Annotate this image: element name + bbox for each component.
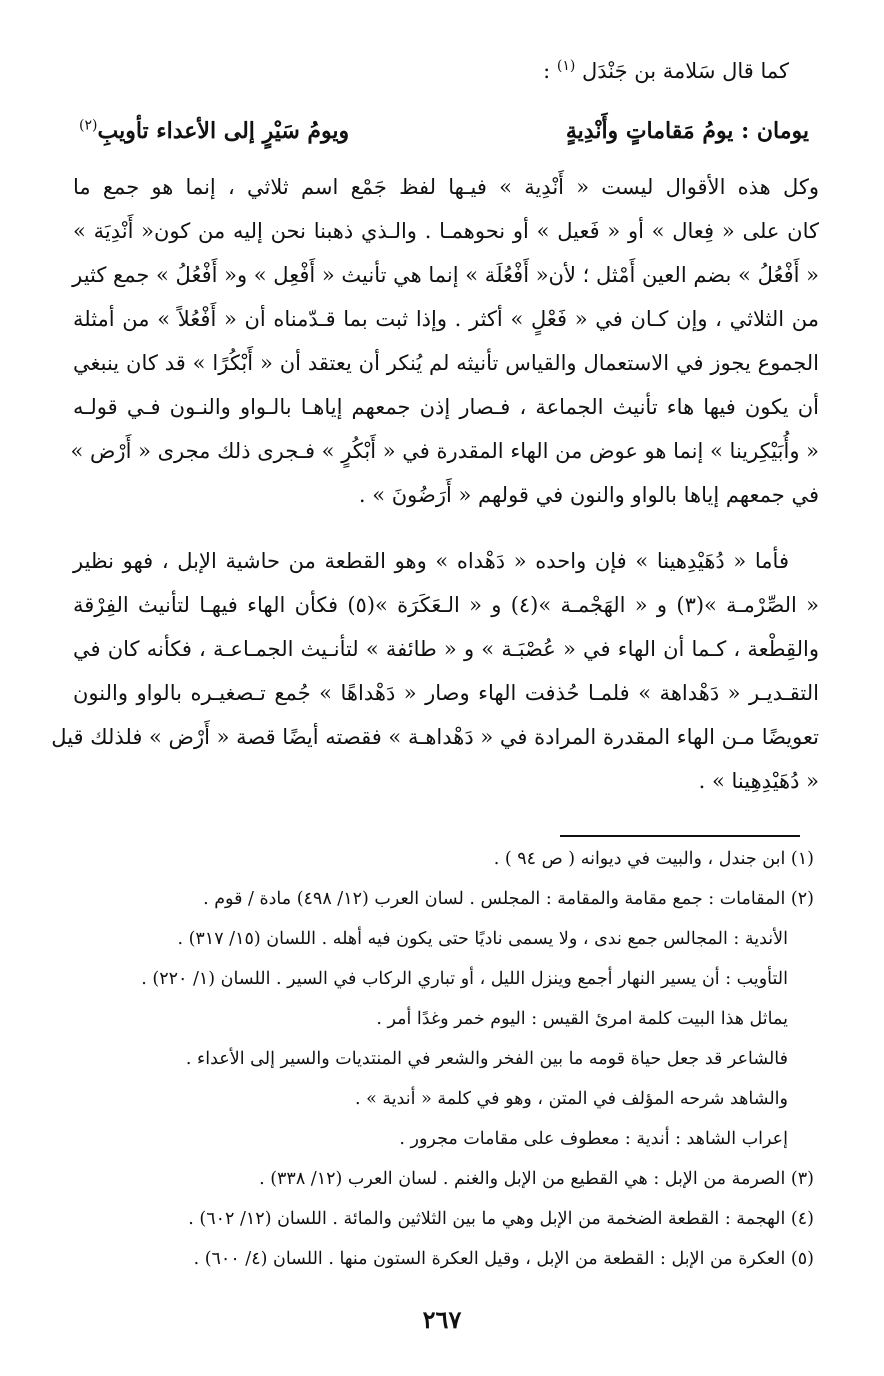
body-line: « الصِّرْمـة »(٣) و « الهَجْمـة »(٤) و « الـعَكَرَة »(٥) فكأن الهاء فيهـا لتأنيث الفِرْقة [73,593,819,617]
footnote-3: (٣) الصرمة من الإبل : هي القطيع من الإبل والغنم . لسان العرب (١٢/ ٣٣٨) . [259,1169,814,1189]
intro-text: كما قال سَلامة بن جَنْدَل [582,59,789,83]
footnote-2-line: فالشاعر قد جعل حياة قومه ما بين الفخر والشعر في المنتديات والسير إلى الأعداء . [185,1049,788,1069]
footnote-5: (٥) العكرة من الإبل : القطعة من الإبل ، وقيل العكرة الستون منها . اللسان (٤/ ٦٠٠) . [193,1249,814,1269]
body-line: التقـديـر « دَهْداهة » فلمـا حُذفت الهاء وصار « دَهْداهًا » جُمع تـصغيـره بالواو والنون [73,681,819,705]
page-number: ٢٦٧ [422,1305,462,1334]
footnote-ref-2: (٢) [79,117,98,134]
footnote-2-line: التأويب : أن يسير النهار أجمع وينزل الليل ، أو تباري الركاب في السير . اللسان (١/ ٢٢٠) . [141,969,788,989]
footnote-2-line: والشاهد شرحه المؤلف في المتن ، وهو في كلمة « أندية » . [354,1089,788,1109]
body-line: أن يكون فيها هاء تأنيث الجماعة ، فـصار إذن جمعهم إياهـا بالـواو والنـون فـي قولـه [73,395,819,419]
footnote-4: (٤) الهجمة : القطعة الضخمة من الإبل وهي ما بين الثلاثين والمائة . اللسان (١٢/ ٦٠٢) . [188,1209,814,1229]
body-line: « أَفْعُلُ » بضم العين أَمْثل ؛ لأن« أَفْعُلَة » إنما هي تأنيث « أَفْعِل » و« أَفْعُلُ » جمع كثير [72,263,819,287]
footnote-2: (٢) المقامات : جمع مقامة والمقامة : المجلس . لسان العرب (١٢/ ٤٩٨) مادة / قوم . [203,889,814,909]
footnote-1: (١) ابن جندل ، والبيت في ديوانه ( ص ٩٤ ) . [493,849,814,869]
intro-colon: : [543,59,551,83]
verse-second-text: ويومُ سَيْرٍ إلى الأعداء تأويبِ [97,118,350,144]
footnote-ref-1: (١) [556,58,576,74]
body-line: « وأُبَيْكِرينا » إنما هو عوض من الهاء المقدرة في « أَبْكُرٍ » فـجرى ذلك مجرى « أَرْض » [70,439,819,463]
footnote-2-line: يماثل هذا البيت كلمة امرئ القيس : اليوم خمر وغدًا أمر . [376,1009,788,1029]
footnote-2-line: الأندية : المجالس جمع ندى ، ولا يسمى ناديًا حتى يكون فيه أهله . اللسان (١٥/ ٣١٧) . [177,929,788,949]
verse-second-hemistich [79,114,349,148]
body-line-last: في جمعهم إياها بالواو والنون في قولهم « أَرَضُونَ » . [358,483,819,507]
body-line: تعويضًا مـن الهاء المقدرة المرادة في « دَهْداهـة » فقصته أيضًا قصة « أَرْض » فلذلك قيل [51,725,819,749]
body-line-last: « دُهَيْدِهِينا » . [698,769,819,793]
body-line: كان على « فِعال » أو « فَعيل » أو نحوهمـا . والـذي ذهبنا نحن إليه من كون« أَنْدِيَة » [73,219,819,243]
intro-line [289,56,789,86]
poem-verse [79,114,809,148]
verse-first-hemistich: يومان : يومُ مَقاماتٍ وأَنْدِيةٍ [565,118,809,144]
footnote-separator [560,835,800,837]
body-line: الجموع يجوز في الاستعمال والقياس تأنيثه لم يُنكر أن يعتقد أن « أَبْكُرًا » قد كان ينبغي [73,351,819,375]
body-line: فأما « دُهَيْدِهينا » فإن واحده « دَهْداه » وهو القطعة من حاشية الإبل ، فهو نظير [73,549,789,573]
body-line: والقِطْعة ، كـما أن الهاء في « عُصْبَـة » و « طائفة » لتأنـيث الجمـاعـة ، فكأنه كان في [73,637,819,661]
body-line: وكل هذه الأقوال ليست « أَنْدِية » فيـها لفظ جَمْع اسم ثلاثي ، إنما هو جمع ما [73,175,819,199]
body-line: من الثلاثي ، وإن كـان في « فَعْلٍ » أكثر . وإذا ثبت بما قـدّمناه أن « أَفْعُلاً » من أمثلة [73,307,819,331]
footnote-2-line: إعراب الشاهد : أندية : معطوف على مقامات مجرور . [399,1129,788,1149]
